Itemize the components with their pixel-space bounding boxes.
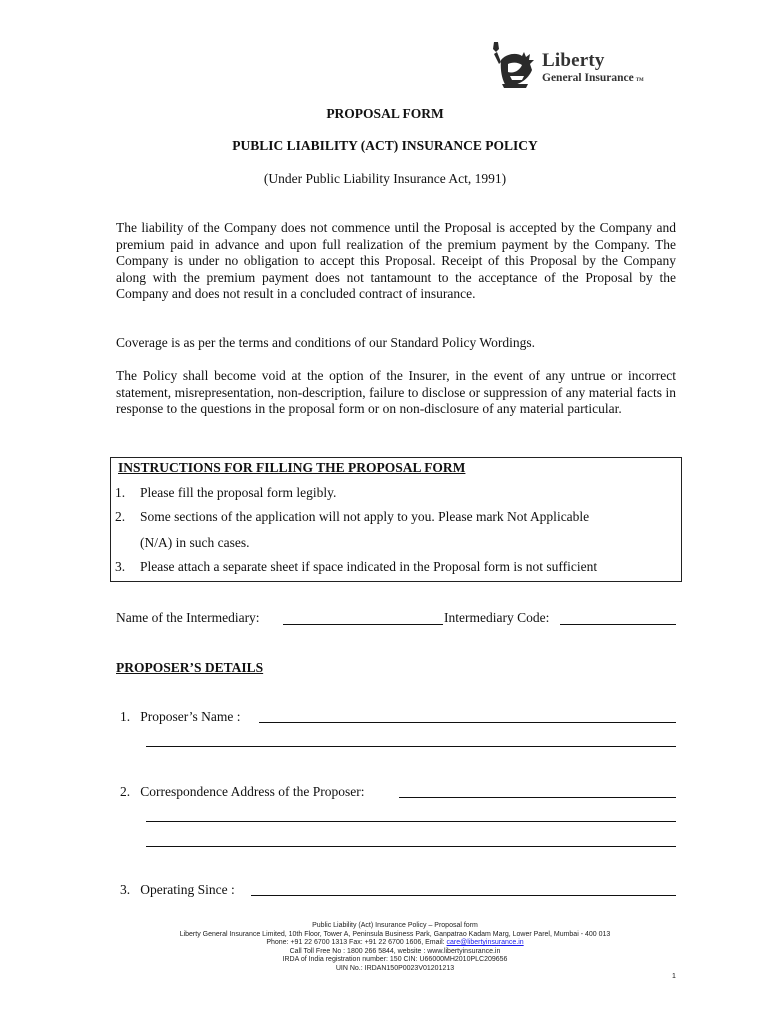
void-paragraph: The Policy shall become void at the option of the Insurer, in the event of any untrue or incorrect statement, misrepresentation, non-description, failure to disclose or suppression of any material facts in response to the questions in the proposal form or on non-disclosure of any material particular.	[116, 368, 676, 416]
footer-contact	[0, 939, 770, 948]
correspondence-address-row	[120, 784, 364, 800]
intermediary-name-field[interactable]	[283, 624, 443, 625]
correspondence-address-label: Correspondence Address of the Proposer:	[140, 784, 365, 799]
correspondence-address-field-line-3[interactable]	[146, 846, 676, 847]
intermediary-code-field[interactable]	[560, 624, 676, 625]
act-subtitle: (Under Public Liability Insurance Act, 1991)	[263, 171, 507, 186]
footer-address: Liberty General Insurance Limited, 10th Floor, Tower A, Peninsula Business Park, Ganpatrao Kadam Marg, Lower Parel, Mumbai - 400 013	[179, 930, 611, 938]
proposer-details-title: PROPOSER’S DETAILS	[116, 660, 264, 675]
instructions-title: INSTRUCTIONS FOR FILLING THE PROPOSAL FORM	[118, 460, 466, 475]
company-logo	[488, 40, 688, 90]
instruction-number: 1.	[115, 485, 126, 500]
logo-subtitle	[542, 72, 644, 84]
page-footer	[0, 922, 770, 973]
footer-tollfree-website: Call Toll Free No : 1800 266 5844, website : www.libertyinsurance.in	[289, 947, 501, 955]
policy-title: PUBLIC LIABILITY (ACT) INSURANCE POLICY	[232, 138, 538, 153]
footer-phone-fax: Phone: +91 22 6700 1313 Fax: +91 22 6700 1606, Email:	[266, 939, 447, 946]
instruction-item-3	[115, 559, 597, 575]
intermediary-code-label: Intermediary Code:	[444, 610, 550, 625]
logo-subtitle-text: General Insurance	[542, 72, 634, 84]
instruction-text: Some sections of the application will not apply to you. Please mark Not Applicable	[140, 509, 590, 524]
footer-irda-registration: IRDA of India registration number: 150 CIN: U66000MH2010PLC209656	[282, 956, 508, 963]
instruction-text: Please fill the proposal form legibly.	[140, 485, 337, 500]
instruction-item-2-continued: (N/A) in such cases.	[140, 535, 250, 550]
proposer-name-label: Proposer’s Name :	[140, 709, 241, 724]
correspondence-address-field-line-2[interactable]	[146, 821, 676, 822]
coverage-paragraph: Coverage is as per the terms and conditions of our Standard Policy Wordings.	[116, 335, 535, 350]
footer-form-name: Public Liability (Act) Insurance Policy – Proposal form	[312, 922, 478, 929]
proposer-name-row	[120, 709, 241, 725]
operating-since-label: Operating Since :	[140, 882, 235, 897]
logo-brand: Liberty	[542, 50, 605, 71]
instruction-text: Please attach a separate sheet if space indicated in the Proposal form is not sufficient	[140, 559, 598, 574]
correspondence-address-field[interactable]	[399, 797, 676, 798]
footer-uin: UIN No.: IRDAN150P0023V01201213	[335, 964, 455, 972]
footer-email-link[interactable]: care@libertyinsurance.in	[446, 939, 524, 946]
instruction-number: 2.	[115, 509, 126, 524]
instruction-item-1	[115, 485, 336, 501]
instructions-box	[110, 457, 682, 582]
instruction-number: 3.	[115, 559, 126, 574]
instruction-item-2	[115, 509, 589, 525]
field-number: 1.	[120, 709, 131, 724]
proposer-name-field-line-2[interactable]	[146, 746, 676, 747]
operating-since-row	[120, 882, 235, 898]
field-number: 3.	[120, 882, 131, 897]
field-number: 2.	[120, 784, 131, 799]
trademark: TM	[635, 78, 644, 83]
page-number: 1	[672, 973, 676, 980]
proposer-name-field[interactable]	[259, 722, 676, 723]
form-title: PROPOSAL FORM	[326, 106, 444, 121]
liability-paragraph: The liability of the Company does not commence until the Proposal is accepted by the Company and premium paid in advance and upon full realization of the premium payment by the Company. The Company is under no obligation to accept this Proposal. Receipt of this Proposal by the Company along with the premium payment does not tantamount to the acceptance of the Proposal by the Company and does not result in a concluded contract of insurance.	[116, 220, 676, 301]
intermediary-name-label: Name of the Intermediary:	[116, 610, 260, 625]
statue-of-liberty-icon	[488, 40, 540, 90]
operating-since-field[interactable]	[251, 895, 676, 896]
